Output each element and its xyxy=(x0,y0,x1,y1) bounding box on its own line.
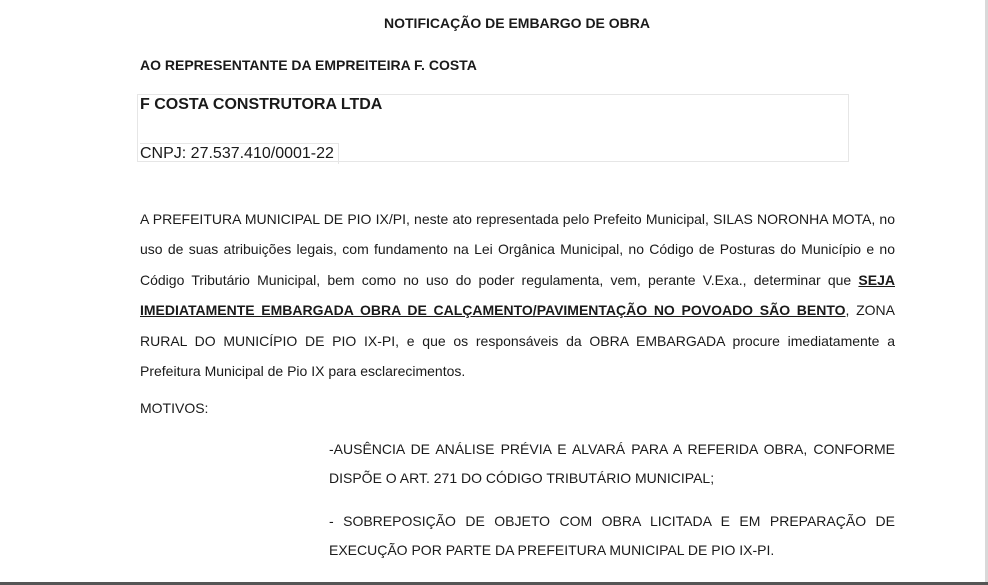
document-title: NOTIFICAÇÃO DE EMBARGO DE OBRA xyxy=(384,15,650,31)
motivo-item: - SOBREPOSIÇÃO DE OBJETO COM OBRA LICITADA E EM PREPARAÇÃO DE EXECUÇÃO POR PARTE DA PREFEITURA MUNICIPAL DE PIO IX-PI. xyxy=(329,513,895,558)
company-name: F COSTA CONSTRUTORA LTDA xyxy=(140,96,383,113)
company-info-box xyxy=(137,94,849,162)
body-outro: , ZONA RURAL DO MUNICÍPIO DE PIO IX-PI, e que os responsáveis da OBRA EMBARGADA procure imediatamente a Prefeitura Municipal de Pio IX para esclarecimentos. xyxy=(140,302,895,380)
body-intro: A PREFEITURA MUNICIPAL DE PIO IX/PI, neste ato representada pelo Prefeito Municipal, SILAS NORONHA MOTA, no uso de suas atribuições legais, com fundamento na Lei Orgânica Municipal, no Código de Posturas do Município e no Código Tributário Municipal, bem como no uso do poder regulamenta, vem, perante V.Exa., determinar que xyxy=(140,211,895,288)
recipient-line: AO REPRESENTANTE DA EMPREITEIRA F. COSTA xyxy=(140,57,477,73)
notification-body xyxy=(140,204,895,386)
body-emphasis: SEJA IMEDIATAMENTE EMBARGADA OBRA DE CALÇAMENTO/PAVIMENTAÇÃO NO POVOADO SÃO BENTO xyxy=(140,271,895,319)
motivos-label: MOTIVOS: xyxy=(140,400,209,416)
motivo-item: -AUSÊNCIA DE ANÁLISE PRÉVIA E ALVARÁ PARA A REFERIDA OBRA, CONFORME DISPÕE O ART. 271 DO CÓDIGO TRIBUTÁRIO MUNICIPAL; xyxy=(329,441,895,486)
company-cnpj: CNPJ: 27.537.410/0001-22 xyxy=(140,143,339,164)
